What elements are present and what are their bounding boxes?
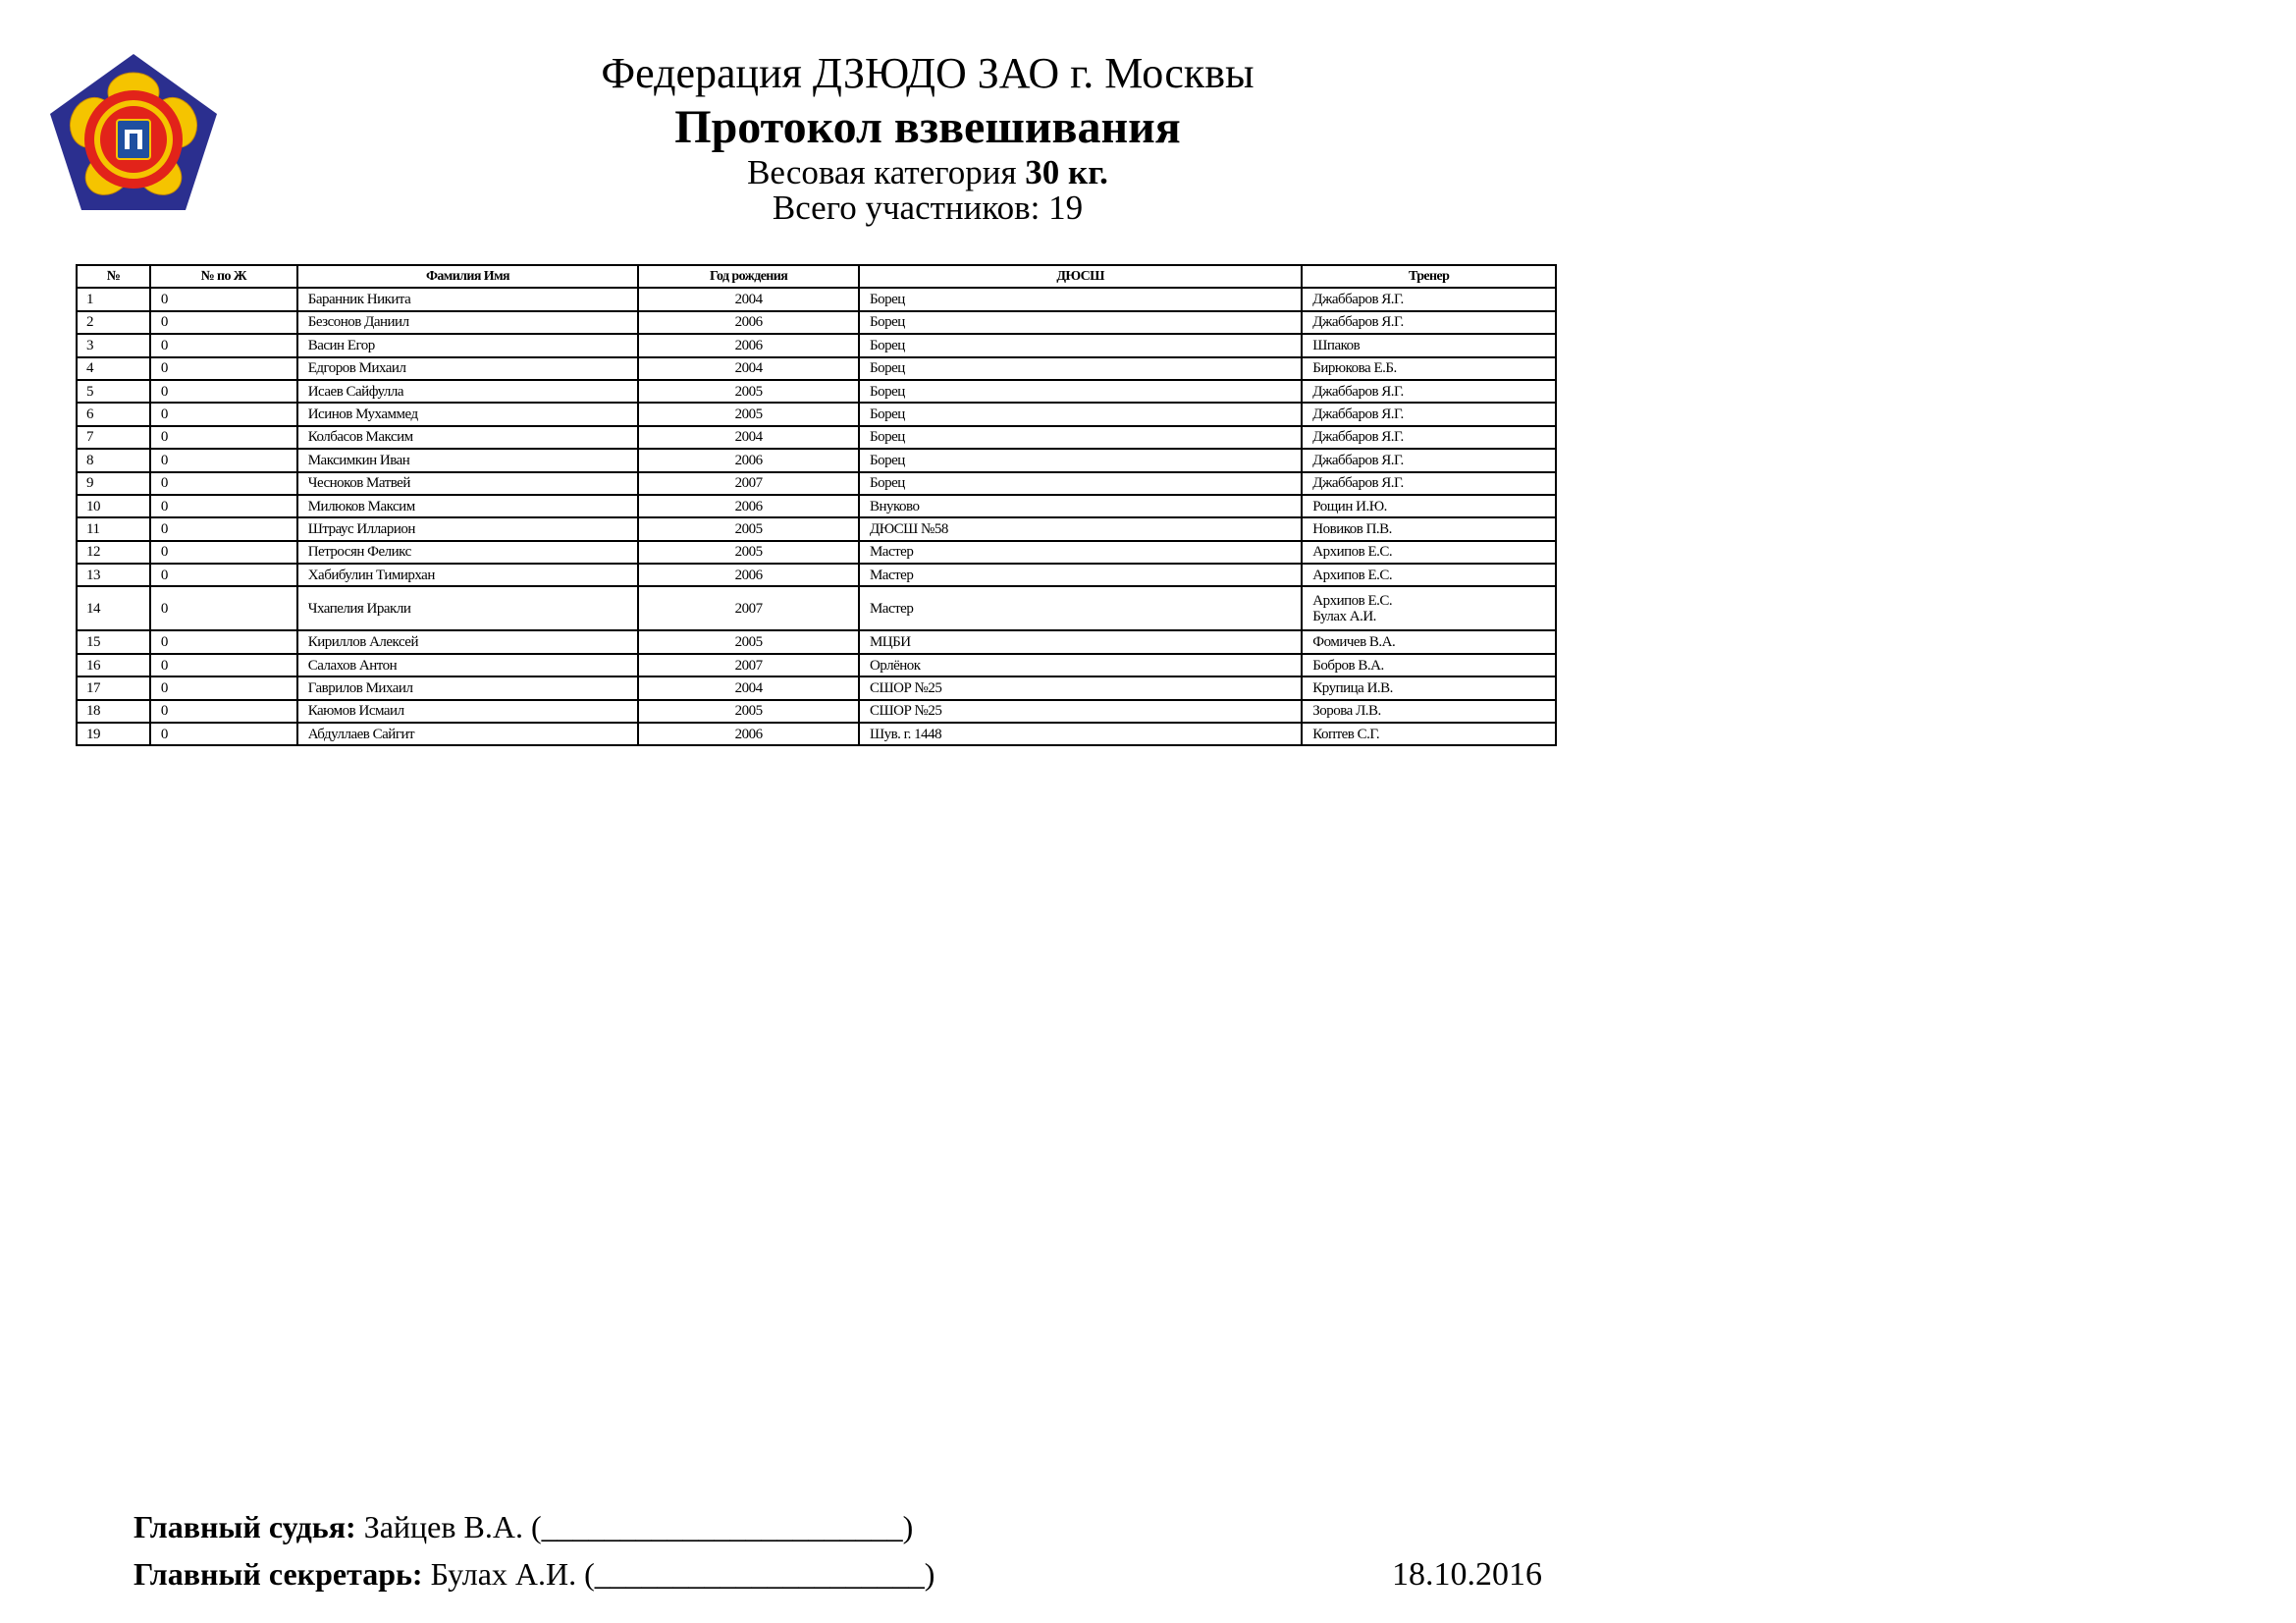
column-header: ДЮСШ — [859, 265, 1302, 288]
cell-name: Исаев Сайфулла — [297, 380, 639, 403]
document-date: 18.10.2016 — [1392, 1556, 1542, 1593]
cell-number: 8 — [77, 449, 150, 471]
cell-number: 5 — [77, 380, 150, 403]
cell-birth-year: 2006 — [638, 723, 859, 745]
table-row — [77, 564, 1556, 586]
cell-name: Хабибулин Тимирхан — [297, 564, 639, 586]
column-header: № — [77, 265, 150, 288]
cell-name: Петросян Феликс — [297, 541, 639, 564]
table-row — [77, 472, 1556, 495]
cell-number: 10 — [77, 495, 150, 517]
cell-number-by-draw: 0 — [150, 586, 297, 630]
chief-judge-label: Главный судья: — [133, 1509, 356, 1544]
cell-number-by-draw: 0 — [150, 311, 297, 334]
cell-coach: Крупица И.В. — [1302, 676, 1556, 699]
participants-total: Всего участников: 19 — [772, 189, 1084, 227]
table-row — [77, 541, 1556, 564]
cell-birth-year: 2004 — [638, 676, 859, 699]
cell-school: МЦБИ — [859, 630, 1302, 653]
cell-name: Гаврилов Михаил — [297, 676, 639, 699]
cell-coach: Джаббаров Я.Г. — [1302, 426, 1556, 449]
cell-school: Мастер — [859, 541, 1302, 564]
weight-category-value: 30 кг. — [1025, 153, 1108, 191]
cell-birth-year: 2005 — [638, 380, 859, 403]
cell-number: 13 — [77, 564, 150, 586]
cell-birth-year: 2005 — [638, 630, 859, 653]
table-row — [77, 357, 1556, 380]
table-row — [77, 449, 1556, 471]
table-row — [77, 517, 1556, 540]
cell-coach — [1302, 586, 1556, 630]
table-row — [77, 700, 1556, 723]
cell-school: СШОР №25 — [859, 676, 1302, 699]
cell-number: 15 — [77, 630, 150, 653]
coach-name: Булах А.И. — [1312, 608, 1376, 624]
cell-number-by-draw: 0 — [150, 449, 297, 471]
cell-number-by-draw: 0 — [150, 700, 297, 723]
cell-school: Внуково — [859, 495, 1302, 517]
cell-number: 3 — [77, 334, 150, 356]
cell-school: Борец — [859, 449, 1302, 471]
cell-coach: Джаббаров Я.Г. — [1302, 449, 1556, 471]
chief-judge-value: Зайцев В.А. (_______________________) — [363, 1509, 914, 1544]
cell-school: Борец — [859, 357, 1302, 380]
cell-name: Безсонов Даниил — [297, 311, 639, 334]
cell-number-by-draw: 0 — [150, 380, 297, 403]
cell-number-by-draw: 0 — [150, 517, 297, 540]
cell-coach: Коптев С.Г. — [1302, 723, 1556, 745]
cell-school: Борец — [859, 380, 1302, 403]
cell-coach: Джаббаров Я.Г. — [1302, 472, 1556, 495]
cell-school: Шув. г. 1448 — [859, 723, 1302, 745]
cell-number: 16 — [77, 654, 150, 676]
cell-birth-year: 2005 — [638, 517, 859, 540]
cell-birth-year: 2005 — [638, 700, 859, 723]
cell-number: 6 — [77, 403, 150, 425]
cell-number-by-draw: 0 — [150, 403, 297, 425]
cell-name: Чхапелия Иракли — [297, 586, 639, 630]
federation-name: Федерация ДЗЮДО ЗАО г. Москвы — [601, 49, 1255, 97]
cell-school: Мастер — [859, 564, 1302, 586]
chief-secretary-label: Главный секретарь: — [133, 1556, 423, 1592]
cell-number-by-draw: 0 — [150, 654, 297, 676]
table-row — [77, 654, 1556, 676]
cell-school: СШОР №25 — [859, 700, 1302, 723]
cell-birth-year: 2007 — [638, 654, 859, 676]
cell-number-by-draw: 0 — [150, 357, 297, 380]
cell-school: Борец — [859, 334, 1302, 356]
cell-coach: Новиков П.В. — [1302, 517, 1556, 540]
cell-birth-year: 2004 — [638, 426, 859, 449]
cell-school: ДЮСШ №58 — [859, 517, 1302, 540]
table-row — [77, 586, 1556, 630]
cell-number: 7 — [77, 426, 150, 449]
cell-name: Чесноков Матвей — [297, 472, 639, 495]
cell-coach: Шпаков — [1302, 334, 1556, 356]
cell-number-by-draw: 0 — [150, 495, 297, 517]
chief-secretary-line — [133, 1556, 934, 1593]
cell-number-by-draw: 0 — [150, 334, 297, 356]
cell-coach: Архипов Е.С. — [1302, 564, 1556, 586]
table-row — [77, 403, 1556, 425]
table-header-row — [77, 265, 1556, 288]
table-row — [77, 495, 1556, 517]
cell-name: Васин Егор — [297, 334, 639, 356]
cell-birth-year: 2006 — [638, 495, 859, 517]
cell-number-by-draw: 0 — [150, 426, 297, 449]
cell-school: Борец — [859, 288, 1302, 310]
column-header: № по Ж — [150, 265, 297, 288]
cell-birth-year: 2006 — [638, 449, 859, 471]
cell-school: Борец — [859, 472, 1302, 495]
coach-name: Архипов Е.С. — [1312, 592, 1393, 609]
table-row — [77, 676, 1556, 699]
cell-birth-year: 2005 — [638, 403, 859, 425]
cell-number-by-draw: 0 — [150, 676, 297, 699]
cell-number: 11 — [77, 517, 150, 540]
cell-coach: Джаббаров Я.Г. — [1302, 288, 1556, 310]
cell-birth-year: 2006 — [638, 564, 859, 586]
cell-school: Борец — [859, 311, 1302, 334]
table-row — [77, 380, 1556, 403]
cell-coach: Джаббаров Я.Г. — [1302, 403, 1556, 425]
cell-birth-year: 2004 — [638, 288, 859, 310]
weight-category-label: Весовая категория — [747, 153, 1017, 191]
cell-school: Борец — [859, 426, 1302, 449]
cell-number: 14 — [77, 586, 150, 630]
cell-coach: Зорова Л.В. — [1302, 700, 1556, 723]
cell-birth-year: 2006 — [638, 311, 859, 334]
federation-emblem-icon — [46, 51, 221, 213]
cell-birth-year: 2006 — [638, 334, 859, 356]
cell-birth-year: 2007 — [638, 586, 859, 630]
chief-secretary-value: Булах А.И. (_____________________) — [430, 1556, 935, 1592]
cell-birth-year: 2005 — [638, 541, 859, 564]
cell-coach: Джаббаров Я.Г. — [1302, 380, 1556, 403]
document-header — [324, 47, 1531, 226]
cell-name: Исинов Мухаммед — [297, 403, 639, 425]
cell-name: Кириллов Алексей — [297, 630, 639, 653]
cell-name: Штраус Илларион — [297, 517, 639, 540]
cell-name: Колбасов Максим — [297, 426, 639, 449]
cell-coach: Архипов Е.С. — [1302, 541, 1556, 564]
cell-coach: Фомичев В.А. — [1302, 630, 1556, 653]
cell-number-by-draw: 0 — [150, 472, 297, 495]
cell-number-by-draw: 0 — [150, 541, 297, 564]
cell-number: 12 — [77, 541, 150, 564]
cell-birth-year: 2004 — [638, 357, 859, 380]
cell-number-by-draw: 0 — [150, 630, 297, 653]
cell-number: 1 — [77, 288, 150, 310]
cell-number-by-draw: 0 — [150, 723, 297, 745]
cell-birth-year: 2007 — [638, 472, 859, 495]
table-row — [77, 288, 1556, 310]
table-row — [77, 630, 1556, 653]
cell-school: Борец — [859, 403, 1302, 425]
cell-number: 18 — [77, 700, 150, 723]
cell-coach: Бирюкова Е.Б. — [1302, 357, 1556, 380]
cell-number: 17 — [77, 676, 150, 699]
cell-name: Едгоров Михаил — [297, 357, 639, 380]
cell-name: Баранник Никита — [297, 288, 639, 310]
cell-name: Абдуллаев Сайгит — [297, 723, 639, 745]
cell-number: 4 — [77, 357, 150, 380]
weigh-in-table — [76, 264, 1557, 746]
table-row — [77, 311, 1556, 334]
cell-number: 19 — [77, 723, 150, 745]
column-header: Год рождения — [638, 265, 859, 288]
cell-name: Максимкин Иван — [297, 449, 639, 471]
table-row — [77, 723, 1556, 745]
cell-number-by-draw: 0 — [150, 288, 297, 310]
cell-number: 9 — [77, 472, 150, 495]
chief-judge-line — [133, 1509, 913, 1545]
table-row — [77, 426, 1556, 449]
cell-name: Каюмов Исмаил — [297, 700, 639, 723]
cell-coach: Бобров В.А. — [1302, 654, 1556, 676]
cell-name: Милюков Максим — [297, 495, 639, 517]
cell-school: Орлёнок — [859, 654, 1302, 676]
cell-school: Мастер — [859, 586, 1302, 630]
cell-number: 2 — [77, 311, 150, 334]
cell-number-by-draw: 0 — [150, 564, 297, 586]
document-title: Протокол взвешивания — [674, 101, 1181, 153]
column-header: Тренер — [1302, 265, 1556, 288]
cell-name: Салахов Антон — [297, 654, 639, 676]
weight-category — [324, 155, 1531, 190]
cell-coach: Рощин И.Ю. — [1302, 495, 1556, 517]
cell-coach: Джаббаров Я.Г. — [1302, 311, 1556, 334]
table-row — [77, 334, 1556, 356]
column-header: Фамилия Имя — [297, 265, 639, 288]
